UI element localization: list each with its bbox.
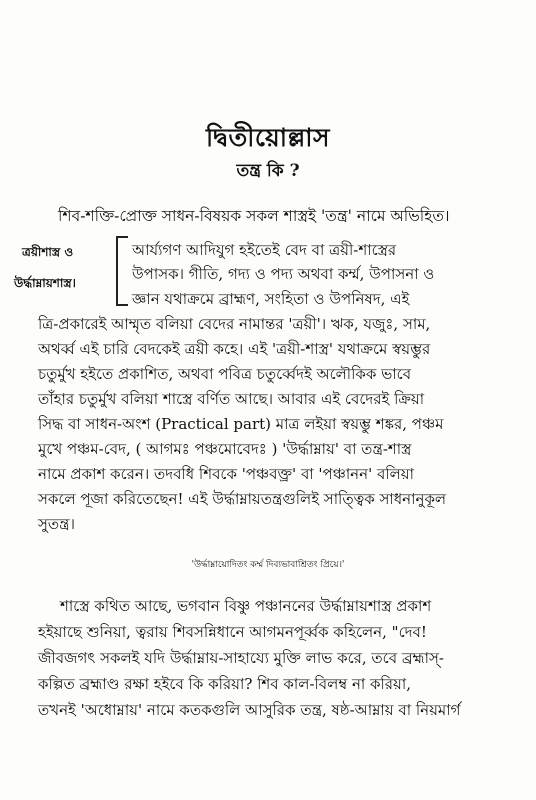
para1-line-10: মুখে পঞ্চম-বেদ, ( আগমঃ পঞ্চমোবেদঃ ) 'উর্দ্ধাম্নায়' বা তন্ত্র-শাস্ত্র bbox=[38, 440, 412, 458]
para1-line-4: জ্ঞান যথাক্রমে ব্রাহ্মণ, সংহিতা ও উপনিষদ, এই bbox=[132, 290, 410, 308]
margin-note-line-2: উর্দ্ধাম্নায়শাস্ত্র। bbox=[14, 276, 76, 290]
para1-line-3: উপাসক। গীতি, গদ্য ও পদ্য অথবা কর্ম্ম, উপাসনা ও bbox=[132, 265, 435, 283]
para2-line-3: জীবজগৎ সকলই যদি উর্দ্ধাম্নায়-সাহায্যে মুক্তি লাভ করে, তবে ব্রহ্মাস্- bbox=[38, 649, 445, 667]
para1-line-2: আর্য্যগণ আদিযুগ হইতেই বেদ বা ত্রয়ী-শাস্ত্রের bbox=[132, 241, 397, 259]
para1-line-13: সুতন্ত্র। bbox=[38, 515, 75, 533]
chapter-title: দ্বিতীয়োল্লাস bbox=[206, 123, 330, 152]
para1-line-6: অথর্ব্ব এই চারি বেদকেই ত্রয়ী কহে। এই 'ত্রয়ী-শাস্ত্র' যথাক্রমে স্বয়ম্ভুর bbox=[38, 340, 431, 358]
para2-line-2: হইয়াছে শুনিয়া, ত্বরায় শিবসন্নিধানে আগমনপূর্ব্বক কহিলেন, "দেব! bbox=[38, 623, 427, 641]
margin-note-line-1: ত্রয়ীশাস্ত্র ও bbox=[22, 245, 74, 259]
para1-line-5: ত্রি-প্রকারেই আম্মৃত বলিয়া বেদের নামান্তর 'ত্রয়ী'। ঋক, যজুঃ, সাম, bbox=[38, 315, 431, 333]
margin-bracket bbox=[116, 236, 128, 306]
para2-line-4: কল্পিত ব্রহ্মাণ্ড রক্ষা হইবে কি করিয়া? শিব কাল-বিলম্ব না করিয়া, bbox=[38, 675, 411, 693]
section-heading: তন্ত্র কি ? bbox=[236, 161, 300, 181]
para2-line-1: শাস্ত্রে কথিত আছে, ভগবান বিষ্ণু পঞ্চাননের উর্দ্ধাম্নায়শাস্ত্র প্রকাশ bbox=[60, 597, 432, 615]
para1-line-9: সিদ্ধ বা সাধন-অংশ (Practical part) মাত্র লইয়া স্বয়ম্ভু শঙ্কর, পঞ্চম bbox=[38, 415, 444, 433]
para1-line-12: সকলে পূজা করিতেছেন! এই উর্দ্ধাম্নায়তন্ত্রগুলিই সাত্ত্বিক সাধনানুকূল bbox=[38, 490, 447, 508]
para2-line-5: তখনই 'অধোম্নায়' নামে কতকগুলি আসুরিক তন্ত্র, ষষ্ঠ-আম্নায় বা নিয়মার্গ bbox=[38, 701, 461, 719]
para1-line-7: চতুর্মুখ হইতে প্রকাশিত, অথবা পবিত্র চতুর্ব্বেদই অলৌকিক ভাবে bbox=[38, 365, 412, 383]
verse-quote: 'উর্দ্ধাম্নায়োদিতং কর্ম্ম দিব্যভাবাশ্রিতং প্রিয়ে।' bbox=[191, 560, 345, 570]
para1-line-1: শিব-শক্তি-প্রোক্ত সাধন-বিষয়ক সকল শাস্ত্রই 'তন্ত্র' নামে অভিহিত। bbox=[58, 207, 450, 225]
para1-line-11: নামে প্রকাশ করেন। তদবধি শিবকে 'পঞ্চবক্ত্র' বা 'পঞ্চানন' বলিয়া bbox=[38, 465, 414, 483]
para1-line-8: তাঁহার চতুর্মুখ বলিয়া শাস্ত্রে বর্ণিত আছে। আবার এই বেদেরই ক্রিয়া bbox=[38, 390, 425, 408]
